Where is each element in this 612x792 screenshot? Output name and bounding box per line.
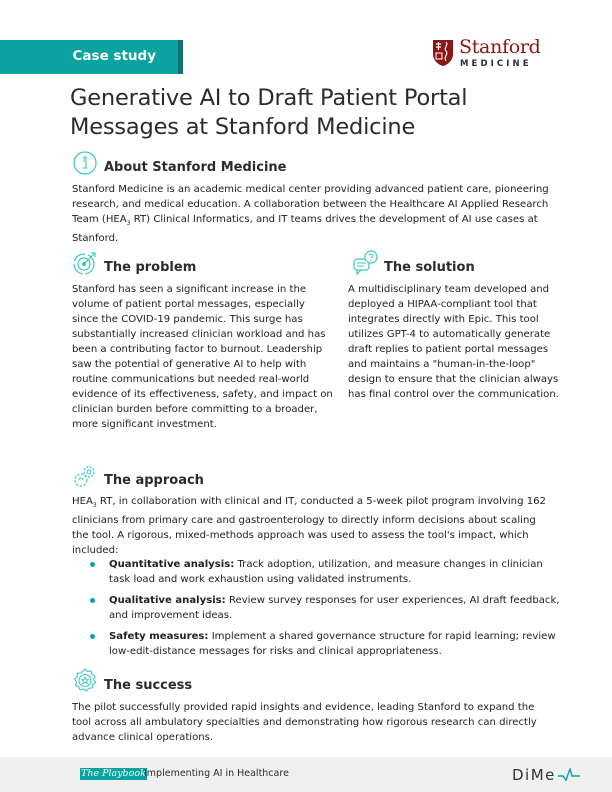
dime-wordmark: DiMe (512, 766, 556, 784)
bullet-label: Safety measures: (109, 631, 209, 642)
case-study-banner (0, 40, 183, 74)
badge-star-icon (72, 668, 98, 694)
case-study-label: Case study (72, 48, 156, 64)
gears-icon (72, 463, 98, 489)
bullet-label: Quantitative analysis: (109, 559, 235, 570)
approach-body-part2: RT, in collaboration with clinical and IT, conducted a 5-week pilot program involving 162 clinicians from primary care and gastroenterology to directly inform decisions about scaling the tool. A rigorous, mixed-methods approach was used to assess the tool's impact, which included: (72, 496, 546, 557)
bullet-text: Review survey responses for user experiences, AI draft feedback, and improvement ideas. (109, 595, 560, 621)
approach-body-part1: HEA (72, 496, 93, 507)
bullet-label: Qualitative analysis: (109, 595, 226, 606)
section-solution-header (352, 250, 475, 276)
stanford-medicine-logo (432, 38, 542, 72)
about-body-part2: RT) Clinical Informatics, and IT teams drives the development of AI use cases at Stanford. (72, 214, 538, 245)
section-problem-heading: The problem (104, 260, 197, 275)
approach-body-subscript: 3 (92, 502, 97, 510)
section-success-heading: The success (104, 678, 193, 693)
bullet-dot-icon (90, 598, 95, 603)
page-footer (0, 757, 612, 792)
section-problem-body: Stanford has seen a significant increase in the volume of patient portal messages, especially since the COVID-19 pandemic. This surge has substantially increased clinician workload and has been a contributing factor to burnout. Leadership saw the potential of generative AI to help with routine communications but needed real-world evidence of its effectiveness, safety, and impact on clinician burden before committing to a broader, more significant investment. (72, 284, 333, 430)
bullet-dot-icon (90, 562, 95, 567)
section-about-heading: About Stanford Medicine (104, 160, 287, 175)
section-approach-body (72, 494, 552, 558)
bullet-text: Track adoption, utilization, and measure changes in clinician task load and work exhaustion using validated instruments. (109, 559, 543, 585)
stanford-shield-icon (432, 39, 454, 67)
about-body-part1: Stanford Medicine is an academic medical center providing advanced patient care, pioneering research, and medical education. A collaboration between the Healthcare AI Applied Research Team (HEA (72, 184, 549, 225)
section-success-header (72, 668, 192, 694)
playbook-label: The Playbook (81, 768, 146, 779)
list-item (90, 557, 560, 587)
info-icon (72, 150, 98, 176)
section-problem-header (72, 250, 196, 276)
bullet-dot-icon (90, 634, 95, 639)
stanford-wordmark: Stanford (459, 36, 541, 58)
about-body-subscript: 3 (126, 220, 131, 228)
section-about-header (72, 150, 286, 176)
heartbeat-pulse-icon (558, 768, 580, 782)
section-success-body: The pilot successfully provided rapid insights and evidence, leading Stanford to expand the tool across all ambulatory specialties and demonstrating how rigorous research can directly advance clinical operations. (72, 702, 537, 743)
section-about-body (72, 182, 552, 246)
target-icon (72, 250, 98, 276)
bullet-text: Implement a shared governance structure for rapid learning; review low-edit-distance messages for risks and clinical appropriateness. (109, 631, 556, 657)
list-item (90, 593, 560, 623)
section-solution-body: A multidisciplinary team developed and deployed a HIPAA-compliant tool that integrates directly with Epic. This tool utilizes GPT-4 to automatically generate draft replies to patient portal messages and maintains a "human-in-the-loop" design to ensure that the clinician always has final control over the communication. (348, 284, 559, 400)
medicine-wordmark: MEDICINE (460, 59, 532, 69)
section-approach-header (72, 463, 204, 489)
footer-title: Implementing AI in Healthcare (144, 768, 289, 779)
chat-question-icon (352, 250, 378, 276)
dime-logo (512, 765, 580, 785)
section-solution-heading: The solution (384, 260, 475, 275)
approach-bullet-list (90, 557, 560, 665)
list-item (90, 629, 560, 659)
section-approach-heading: The approach (104, 473, 204, 488)
page-title: Generative AI to Draft Patient Portal Messages at Stanford Medicine (70, 85, 468, 140)
